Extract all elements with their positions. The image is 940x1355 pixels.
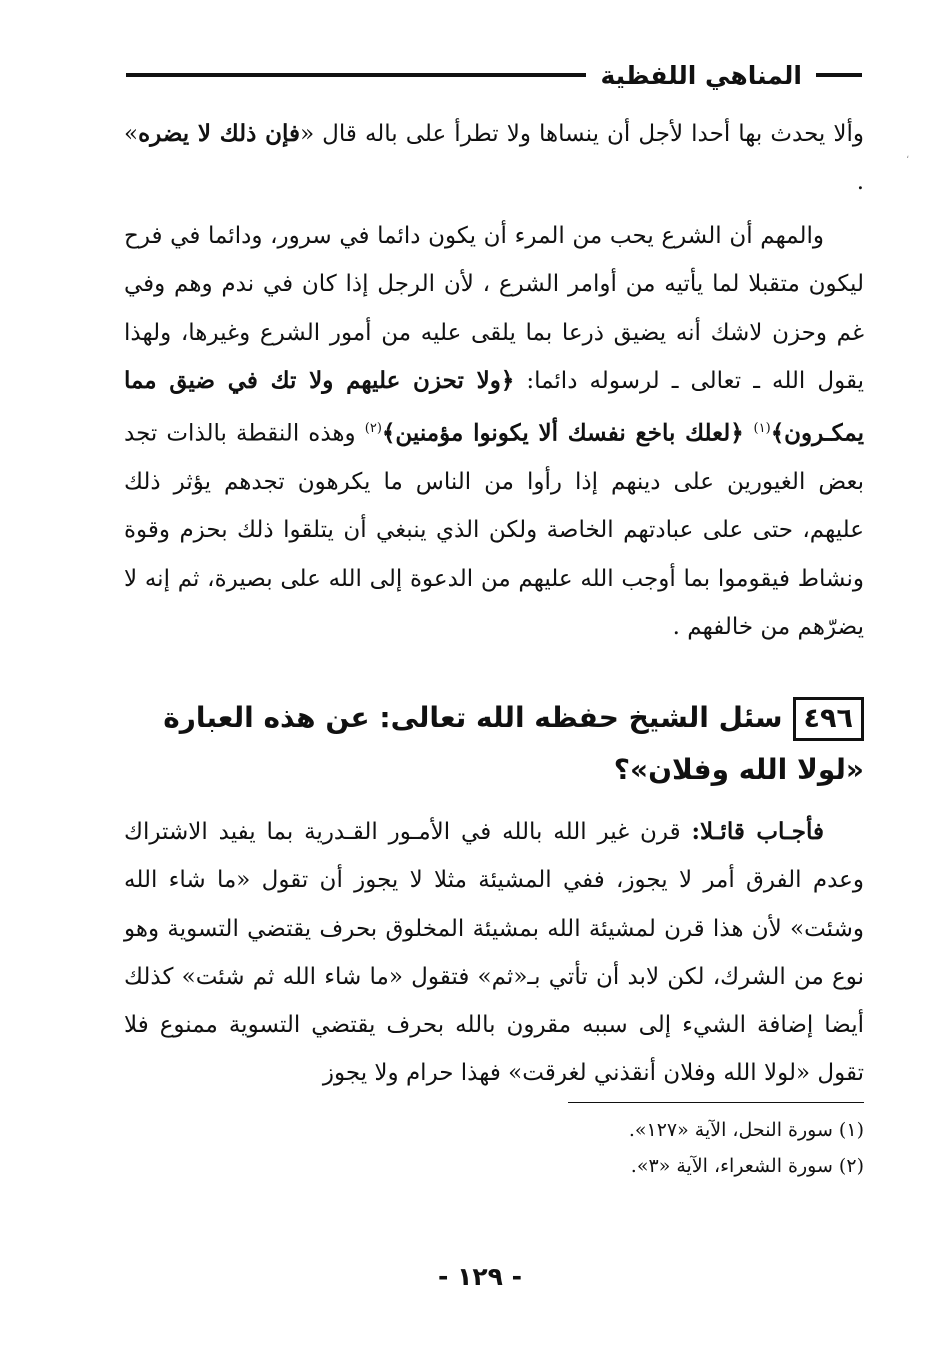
paragraph-continuation xyxy=(124,110,864,207)
paragraph-text: وهذه النقطة بالذات تجد بعض الغيورين على دينهم إذا رأوا من الناس ما يكرهون تجدهم يؤثر ذلك عليهم، حتى على عبادتهم الخاصة ولكن الذي ينبغي أن يتلقوا ذلك بحزم وقوة ونشاط فيقوموا بما أوجب الله عليهم من الدعوة إلى الله على بصيرة، ثم إنه لا يضرّهم من خالفهم . xyxy=(124,420,864,641)
page-number: - ١٢٩ - xyxy=(438,1262,522,1291)
answer-paragraph xyxy=(124,808,864,1098)
question-number-box: ٤٩٦ xyxy=(793,697,864,741)
answer-text: قرن غير الله بالله في الأمـور القـدرية بما يفيد الاشتراك وعدم الفرق أمر لا يجوز، ففي المشيئة مثلا لا يجوز أن تقول «ما شاء الله وشئت» لأن هذا قرن لمشيئة الله بمشيئة المخلوق بحرف يقتضي التسوية وهو نوع من الشرك، لكن لابد أن تأتي بـ«ثم» فتقول «ما شاء الله ثم شئت» كذلك أيضا إضافة الشيء إلى سببه مقرون بالله بحرف يقتضي التسوية ممنوع فلا تقول «لولا الله وفلان أنقذني لغرقت» فهذا حرام ولا يجوز xyxy=(124,819,864,1087)
paragraph-text: » . xyxy=(124,121,864,196)
footnotes xyxy=(400,1112,864,1184)
margin-mark: ، xyxy=(906,150,910,161)
footnote-item: (١) سورة النحل، الآية «١٢٧». xyxy=(628,1119,864,1141)
header-rule-right xyxy=(816,73,862,77)
footnote-ref: (١) xyxy=(753,421,771,437)
footnote-ref: (٢) xyxy=(364,421,382,437)
paragraph-text: والمهم أن الشرع يحب من المرء أن يكون دائما في سرور، ودائما في فرح ليكون متقبلا لما يأتيه من أوامر الشرع ، لأن الرجل إذا كان في ندم وهم وفي غم وحزن لاشك أنه يضيق ذرعا بما يلقى عليه من أمور الشرع وغيرها، ولهذا يقول الله ـ تعالى ـ لرسوله دائما: xyxy=(124,223,864,394)
running-header xyxy=(126,58,862,92)
quran-verse: ﴿ولا تحزن عليهم ولا تك في ضيق مما يمكـرون﴾ xyxy=(124,366,864,447)
question-text: سئل الشيخ حفظه الله تعالى: عن هذه العبارة «لولا الله وفلان»؟ xyxy=(163,701,864,786)
paragraph-text: وألا يحدث بها أحدا لأجل أن ينساها ولا تطرأ على باله قال « xyxy=(300,121,864,147)
quran-verse: ﴿لعلك باخع نفسك ألا يكونوا مؤمنين﴾ xyxy=(381,419,754,447)
paragraph-main xyxy=(124,212,864,651)
question-heading xyxy=(110,692,864,796)
footnote-separator xyxy=(568,1102,864,1103)
answer-lead: فأجـاب قائـلا: xyxy=(691,818,825,845)
hadith-quote: فإن ذلك لا يضره xyxy=(138,120,301,147)
header-rule-left xyxy=(126,73,586,77)
header-title: المناهي اللفظية xyxy=(600,60,802,90)
footnote-item: (٢) سورة الشعراء، الآية «٣». xyxy=(630,1155,864,1177)
